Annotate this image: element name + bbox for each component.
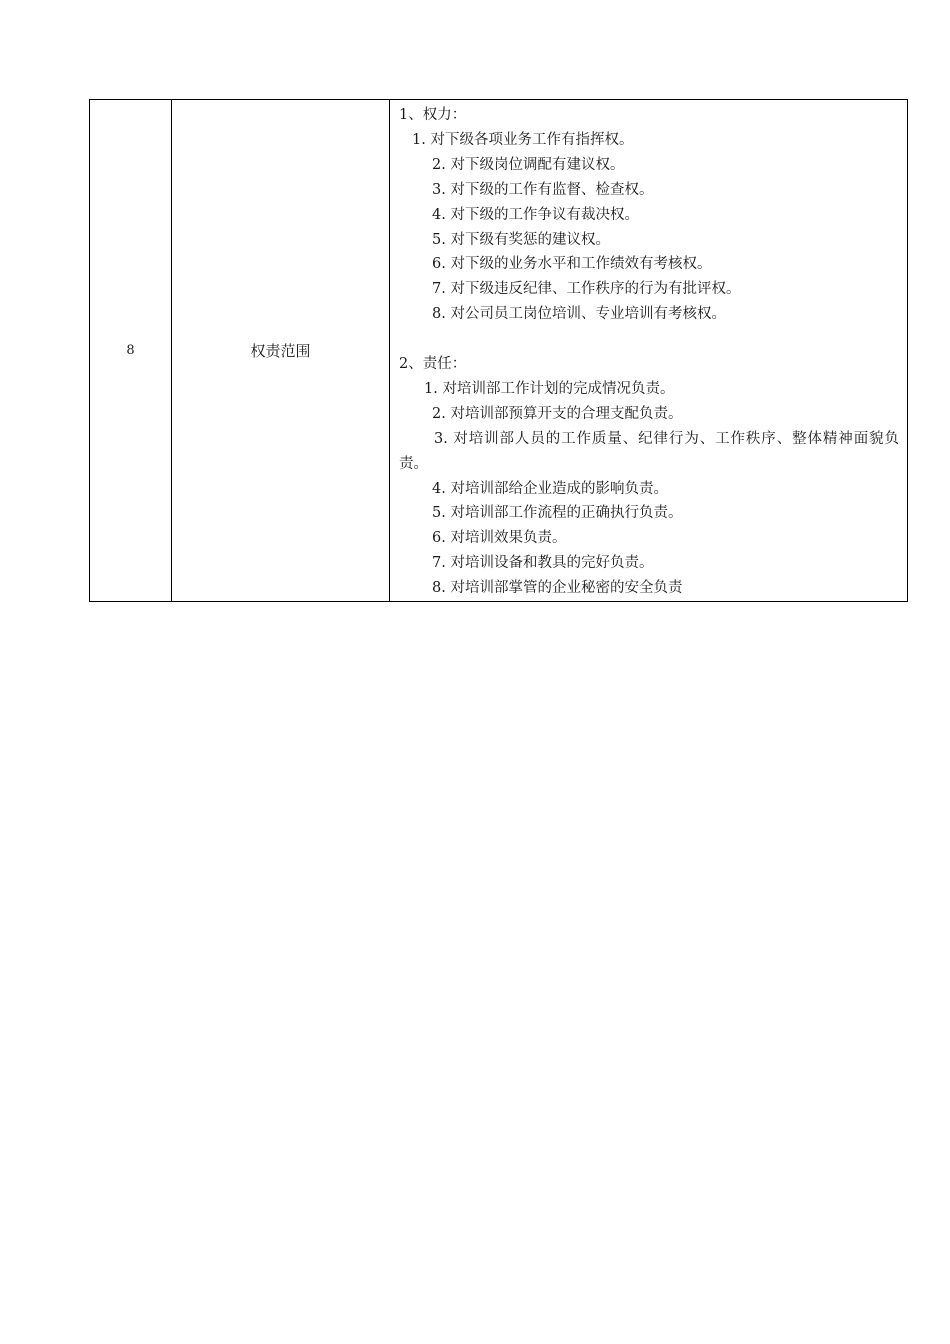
responsibilities-item-4: 4. 对培训部给企业造成的影响负责。 xyxy=(432,480,668,497)
powers-item-2: 2. 对下级岗位调配有建议权。 xyxy=(432,156,625,173)
row-content-cell xyxy=(390,100,908,602)
responsibilities-item-2: 2. 对培训部预算开支的合理支配负责。 xyxy=(432,405,683,422)
powers-item-6: 6. 对下级的业务水平和工作绩效有考核权。 xyxy=(432,256,712,273)
row-title: 权责范围 xyxy=(250,342,311,361)
row-title-cell xyxy=(172,100,390,602)
powers-item-1: 1. 对下级各项业务工作有指挥权。 xyxy=(412,131,634,148)
row-number-cell xyxy=(90,100,172,602)
responsibilities-item-8: 8. 对培训部掌管的企业秘密的安全负责 xyxy=(432,580,683,597)
powers-item-3: 3. 对下级的工作有监督、检查权。 xyxy=(432,181,654,198)
responsibility-table xyxy=(89,99,908,602)
powers-item-7: 7. 对下级违反纪律、工作秩序的行为有批评权。 xyxy=(432,281,741,298)
powers-item-5: 5. 对下级有奖惩的建议权。 xyxy=(432,231,610,248)
responsibilities-item-5: 5. 对培训部工作流程的正确执行负责。 xyxy=(432,505,683,522)
powers-item-4: 4. 对下级的工作争议有裁决权。 xyxy=(432,206,639,223)
powers-item-8: 8. 对公司员工岗位培训、专业培训有考核权。 xyxy=(432,306,726,323)
responsibilities-heading: 2、责任： xyxy=(399,356,467,373)
responsibilities-item-6: 6. 对培训效果负责。 xyxy=(432,530,567,547)
table-row xyxy=(90,100,908,602)
row-number: 8 xyxy=(126,343,135,359)
section-spacer xyxy=(399,327,899,352)
responsibilities-item-1: 1. 对培训部工作计划的完成情况负责。 xyxy=(424,380,675,397)
powers-heading: 1、权力： xyxy=(399,107,467,123)
responsibilities-item-3 xyxy=(399,427,899,477)
responsibilities-item-7: 7. 对培训设备和教具的完好负责。 xyxy=(432,555,654,572)
responsibilities-item-3-text: 3. 对培训部人员的工作质量、纪律行为、工作秩序、整体精神面貌负责。 xyxy=(399,430,899,472)
